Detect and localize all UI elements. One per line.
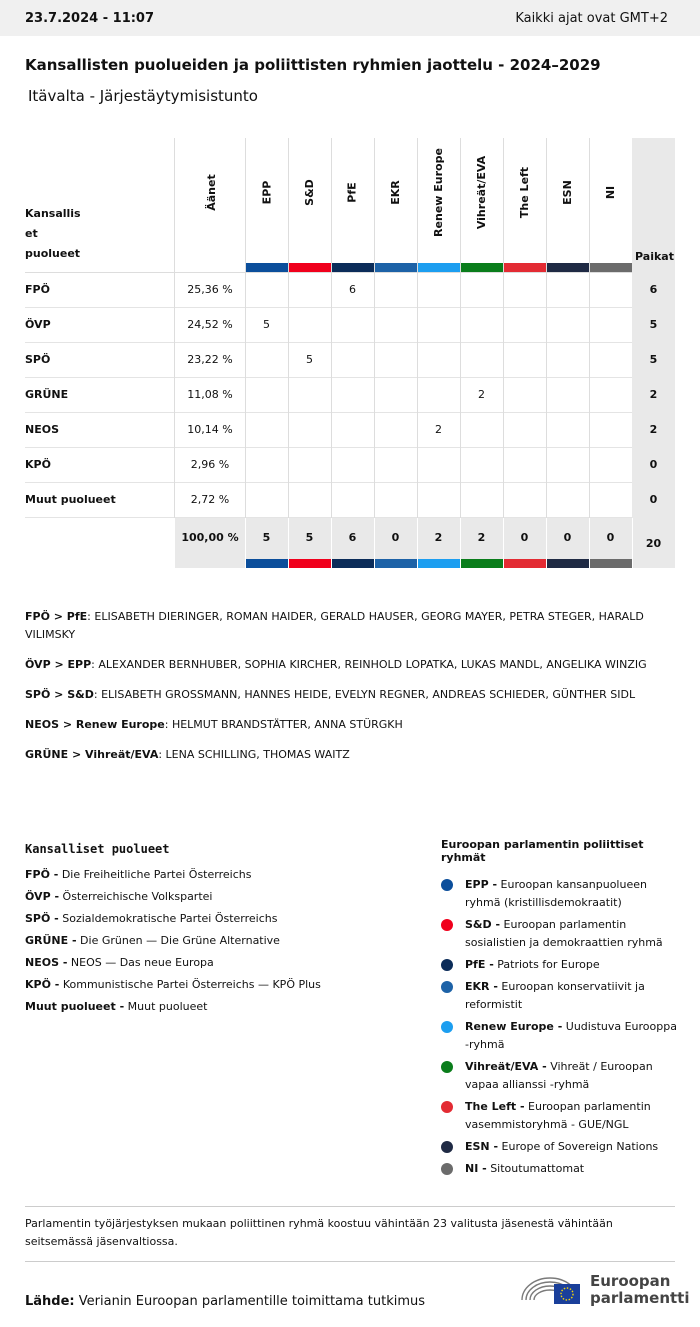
member-party-key: GRÜNE > Vihreät/EVA <box>25 748 159 761</box>
party-name: GRÜNE <box>25 388 69 401</box>
legend-abbr: Vihreät/EVA - <box>465 1060 547 1073</box>
total-votes: 100,00 % <box>181 531 239 544</box>
legend-abbr: S&D - <box>465 918 501 931</box>
total-seats-cell: 0 <box>649 458 658 471</box>
group-color-bar <box>547 263 589 272</box>
group-total: 0 <box>391 531 400 544</box>
group-total: 0 <box>606 531 615 544</box>
group-color-dot-icon <box>441 1163 453 1175</box>
group-color-dot-icon <box>441 981 453 993</box>
legend-name: Europe of Sovereign Nations <box>501 1140 659 1153</box>
legend-name: Österreichische Volkspartei <box>62 890 213 903</box>
group-color-dot-icon <box>441 1021 453 1033</box>
table-row <box>25 273 675 308</box>
group-color-dot-icon <box>441 959 453 971</box>
group-total: 0 <box>520 531 529 544</box>
source-text: Verianin Euroopan parlamentille toimittama tutkimus <box>78 1294 426 1309</box>
table-header <box>25 138 675 273</box>
legend-name: Sozialdemokratische Partei Österreichs <box>62 912 278 925</box>
legend-name: Euroopan konservatiivit ja reformistit <box>465 980 645 1011</box>
total-seats-cell: 2 <box>649 388 658 401</box>
group-color-bar <box>547 559 589 568</box>
page-subtitle: Itävalta - Järjestäytymisistunto <box>28 87 258 105</box>
member-party-key: SPÖ > S&D <box>25 688 94 701</box>
group-color-bar <box>461 559 503 568</box>
groups-legend-title: Euroopan parlamentin poliittiset ryhmät <box>441 838 644 864</box>
group-color-dot-icon <box>441 1141 453 1153</box>
total-seats-cell: 2 <box>649 423 658 436</box>
group-color-bar <box>332 263 374 272</box>
legend-name: Sitoutumattomat <box>490 1162 585 1175</box>
seat-cell: 2 <box>435 423 442 436</box>
legend-abbr: KPÖ - <box>25 978 60 991</box>
table-row <box>25 448 675 483</box>
member-names: HELMUT BRANDSTÄTTER, ANNA STÜRGKH <box>171 718 403 731</box>
page-title: Kansallisten puolueiden ja poliittisten ryhmien jaottelu - 2024–2029 <box>25 56 601 74</box>
party-name: Muut puolueet <box>25 493 116 506</box>
vote-share: 24,52 % <box>187 318 233 331</box>
group-header-1: S&D <box>303 178 316 206</box>
vote-share: 25,36 % <box>187 283 233 296</box>
legend-abbr: EPP - <box>465 878 498 891</box>
group-header-2: PfE <box>346 181 359 203</box>
member-names: LENA SCHILLING, THOMAS WAITZ <box>165 748 350 761</box>
legend-abbr: FPÖ - <box>25 868 59 881</box>
group-color-bar <box>418 263 460 272</box>
legend-name: Euroopan parlamentin sosialistien ja demokraattien ryhmä <box>465 918 663 949</box>
legend-name: Patriots for Europe <box>497 958 600 971</box>
legend-abbr: PfE - <box>465 958 494 971</box>
vote-share: 2,96 % <box>190 458 230 471</box>
group-color-bar <box>289 263 331 272</box>
group-header-4: Renew Europe <box>432 147 446 237</box>
member-assignment: GRÜNE > Vihreät/EVA: LENA SCHILLING, THOMAS WAITZ <box>25 748 350 761</box>
legend-abbr: Muut puolueet - <box>25 1000 125 1013</box>
group-color-bar <box>332 559 374 568</box>
legend-name: Die Grünen — Die Grüne Alternative <box>80 934 280 947</box>
group-color-bar <box>375 559 417 568</box>
group-legend-item <box>441 876 681 912</box>
seat-cell: 6 <box>349 283 356 296</box>
legend-abbr: ÖVP - <box>25 890 60 903</box>
party-header: Kansallis et puolueet <box>25 207 81 260</box>
logo-line-1: Euroopan <box>590 1272 671 1290</box>
group-header-5: Vihreät/EVA <box>475 155 488 229</box>
member-party-key: ÖVP > EPP <box>25 658 92 671</box>
party-name: NEOS <box>25 423 59 436</box>
results-table <box>25 138 675 568</box>
logo-line-2: parlamentti <box>590 1289 690 1307</box>
seat-cell: 5 <box>263 318 270 331</box>
vote-share: 11,08 % <box>187 388 233 401</box>
group-header-6: The Left <box>518 166 532 218</box>
group-color-bar <box>246 263 288 272</box>
group-legend-item <box>441 1058 681 1094</box>
political-groups-legend <box>441 838 681 1182</box>
total-row <box>25 518 675 568</box>
national-legend-item <box>25 886 405 908</box>
group-header-8: NI <box>604 185 617 199</box>
group-color-dot-icon <box>441 919 453 931</box>
vote-share: 23,22 % <box>187 353 233 366</box>
ep-logo <box>518 1270 690 1308</box>
group-total: 5 <box>262 531 271 544</box>
group-legend-item <box>441 916 681 952</box>
party-name: ÖVP <box>25 318 51 331</box>
group-color-bar <box>590 263 632 272</box>
party-name: KPÖ <box>25 458 51 471</box>
member-names: ELISABETH GROSSMANN, HANNES HEIDE, EVELYN REGNER, ANDREAS SCHIEDER, GÜNTHER SIDL <box>101 688 636 701</box>
member-party-key: FPÖ > PfE <box>25 610 88 623</box>
group-color-dot-icon <box>441 879 453 891</box>
total-seats-cell: 5 <box>649 353 658 366</box>
legend-name: Vihreät / Euroopan vapaa allianssi -ryhmä <box>465 1060 653 1091</box>
total-seats-cell: 6 <box>649 283 658 296</box>
group-header-7: ESN <box>561 179 574 205</box>
member-assignment: ÖVP > EPP: ALEXANDER BERNHUBER, SOPHIA KIRCHER, REINHOLD LOPATKA, LUKAS MANDL, ANGELIKA WINZIG <box>25 658 647 671</box>
seats-header: Paikat <box>635 250 674 263</box>
group-total: 0 <box>563 531 572 544</box>
legend-abbr: NEOS - <box>25 956 68 969</box>
table-row <box>25 343 675 378</box>
group-total: 2 <box>434 531 443 544</box>
group-color-bar <box>504 559 546 568</box>
group-total: 5 <box>305 531 314 544</box>
legend-name: NEOS — Das neue Europa <box>70 956 214 969</box>
national-legend-item <box>25 996 405 1018</box>
top-bar <box>0 0 700 36</box>
group-legend-item <box>441 956 681 974</box>
national-legend-item <box>25 974 405 996</box>
member-names: ELISABETH DIERINGER, ROMAN HAIDER, GERALD HAUSER, GEORG MAYER, PETRA STEGER, HARALD VILIMSKY <box>25 610 644 641</box>
national-legend-title: Kansalliset puolueet <box>25 842 170 856</box>
party-name: FPÖ <box>25 283 50 296</box>
group-total: 6 <box>348 531 357 544</box>
datetime: 23.7.2024 - 11:07 <box>25 10 155 26</box>
hemicycle-icon <box>518 1270 582 1308</box>
national-legend-item <box>25 930 405 952</box>
source-line <box>25 1294 425 1309</box>
total-seats: 20 <box>645 537 662 550</box>
vote-share: 2,72 % <box>190 493 230 506</box>
legend-abbr: SPÖ - <box>25 912 59 925</box>
member-party-key: NEOS > Renew Europe <box>25 718 165 731</box>
legend-name: Euroopan parlamentin vasemmistoryhmä - GUE/NGL <box>465 1100 651 1131</box>
legend-name: Die Freiheitliche Partei Österreichs <box>61 868 252 881</box>
member-assignment: NEOS > Renew Europe: HELMUT BRANDSTÄTTER, ANNA STÜRGKH <box>25 718 403 731</box>
group-color-bar <box>590 559 632 568</box>
legend-name: Kommunistische Partei Österreichs — KPÖ Plus <box>62 978 321 991</box>
vote-share: 10,14 % <box>187 423 233 436</box>
legend-abbr: The Left - <box>465 1100 525 1113</box>
national-legend-item <box>25 908 405 930</box>
member-names: ALEXANDER BERNHUBER, SOPHIA KIRCHER, REINHOLD LOPATKA, LUKAS MANDL, ANGELIKA WINZIG <box>98 658 647 671</box>
table-body <box>25 273 675 518</box>
legend-name: Muut puolueet <box>127 1000 208 1013</box>
group-color-dot-icon <box>441 1061 453 1073</box>
group-legend-item <box>441 1138 681 1156</box>
votes-header: Äänet <box>205 173 218 211</box>
legend-name: Uudistuva Eurooppa -ryhmä <box>465 1020 677 1051</box>
party-name: SPÖ <box>25 353 51 366</box>
table-row <box>25 483 675 518</box>
group-legend-item <box>441 978 681 1014</box>
source-label: Lähde: <box>25 1294 75 1309</box>
legend-abbr: ESN - <box>465 1140 499 1153</box>
footnote: Parlamentin työjärjestyksen mukaan poliittinen ryhmä koostuu vähintään 23 valitusta jäsenestä vähintään seitsemässä jäsenvaltiossa. <box>25 1206 675 1262</box>
national-parties-legend <box>25 838 405 1018</box>
legend-name: Euroopan kansanpuolueen ryhmä (kristillisdemokraatit) <box>465 878 647 909</box>
group-legend-item <box>441 1160 681 1178</box>
group-color-bar <box>504 263 546 272</box>
table-row <box>25 413 675 448</box>
group-color-bar <box>375 263 417 272</box>
timezone-note: Kaikki ajat ovat GMT+2 <box>515 10 668 26</box>
group-color-bar <box>246 559 288 568</box>
seat-cell: 2 <box>478 388 485 401</box>
total-seats-cell: 5 <box>649 318 658 331</box>
group-legend-item <box>441 1098 681 1134</box>
group-color-bar <box>418 559 460 568</box>
table-row <box>25 378 675 413</box>
seat-cell: 5 <box>306 353 313 366</box>
group-color-bar <box>461 263 503 272</box>
group-legend-item <box>441 1018 681 1054</box>
legend-abbr: Renew Europe - <box>465 1020 563 1033</box>
group-header-0: EPP <box>259 180 273 204</box>
table-row <box>25 308 675 343</box>
group-total: 2 <box>477 531 486 544</box>
group-color-dot-icon <box>441 1101 453 1113</box>
members-list <box>25 608 665 776</box>
legend-abbr: GRÜNE - <box>25 934 77 947</box>
legend-abbr: NI - <box>465 1162 487 1175</box>
member-assignment: FPÖ > PfE: ELISABETH DIERINGER, ROMAN HAIDER, GERALD HAUSER, GEORG MAYER, PETRA STEGER, HARALD VILIMSKY <box>25 610 644 641</box>
legend-abbr: EKR - <box>465 980 498 993</box>
national-legend-item <box>25 952 405 974</box>
group-header-3: EKR <box>388 179 402 205</box>
group-color-bar <box>289 559 331 568</box>
national-legend-item <box>25 864 405 886</box>
total-seats-cell: 0 <box>649 493 658 506</box>
member-assignment: SPÖ > S&D: ELISABETH GROSSMANN, HANNES HEIDE, EVELYN REGNER, ANDREAS SCHIEDER, GÜNTHER SIDL <box>25 688 636 701</box>
